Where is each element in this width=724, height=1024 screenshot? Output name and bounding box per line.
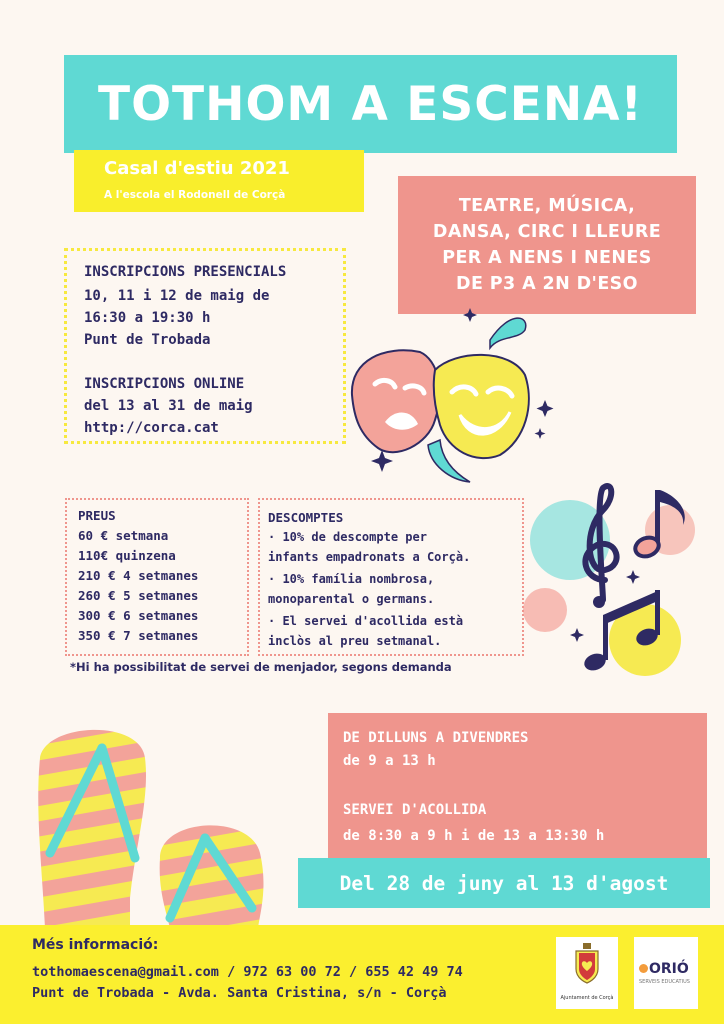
- dates-band: [298, 858, 710, 908]
- happy-mask-icon: [434, 355, 529, 458]
- inscriptions-presencial-line: 16:30 a 19:30 h: [84, 310, 211, 326]
- footer-contact[interactable]: tothomaescena@gmail.com / 972 63 00 72 / 655 42 49 74: [32, 964, 463, 980]
- orio-logo: [634, 937, 698, 1009]
- poster-title: TOTHOM A ESCENA!: [98, 76, 643, 132]
- left-flip-flop-icon: [38, 730, 146, 928]
- right-flip-flop-icon: [160, 825, 264, 928]
- clef-dot-icon: [593, 596, 605, 608]
- price-item: 350 € 7 setmanes: [78, 628, 199, 643]
- ajuntament-logo-text: Ajuntament de Corçà: [560, 995, 614, 1001]
- schedule-days-hours: de 9 a 13 h: [343, 753, 436, 769]
- inscriptions-presencial-line: 10, 11 i 12 de maig de: [84, 288, 270, 304]
- orio-dot-icon: [639, 964, 648, 973]
- menjador-note: *Hi ha possibilitat de servei de menjador, segons demanda: [70, 660, 452, 674]
- inscriptions-presencial-heading: INSCRIPCIONS PRESENCIALS: [84, 264, 287, 280]
- prices-heading: PREUS: [78, 508, 116, 523]
- inscriptions-online-heading: INSCRIPCIONS ONLINE: [84, 376, 245, 392]
- casal-title: Casal d'estiu 2021: [104, 158, 290, 179]
- price-item: 260 € 5 setmanes: [78, 588, 199, 603]
- discount-line: · 10% de descompte per: [268, 530, 427, 544]
- price-item: 300 € 6 setmanes: [78, 608, 199, 623]
- ajuntament-logo: [556, 937, 618, 1009]
- discount-line: infants empadronats a Corçà.: [268, 550, 471, 564]
- coat-of-arms-icon: [556, 937, 618, 993]
- dates-text: Del 28 de juny al 13 d'agost: [339, 871, 669, 895]
- discount-line: monoparental o germans.: [268, 592, 435, 606]
- price-item: 60 € setmana: [78, 528, 169, 543]
- price-item: 210 € 4 setmanes: [78, 568, 199, 583]
- footer-address: Punt de Trobada - Avda. Santa Cristina, s/n - Corçà: [32, 985, 447, 1001]
- activities-line: DANSA, CIRC I LLEURE: [432, 222, 662, 242]
- sad-mask-icon: [352, 350, 440, 452]
- schedule-care-heading: SERVEI D'ACOLLIDA: [343, 802, 487, 818]
- flip-flops-illustration: [20, 718, 300, 928]
- price-item: 110€ quinzena: [78, 548, 176, 563]
- inscriptions-presencial-line: Punt de Trobada: [84, 332, 211, 348]
- treble-clef-icon: [585, 486, 616, 600]
- activities-line: DE P3 A 2N D'ESO: [456, 274, 638, 294]
- music-notes-illustration: [515, 470, 710, 685]
- inscriptions-online-line: del 13 al 31 de maig: [84, 398, 253, 414]
- activities-line: PER A NENS I NENES: [442, 248, 652, 268]
- discount-line: · El servei d'acollida està: [268, 614, 464, 628]
- activities-line: TEATRE, MÚSICA,: [458, 196, 636, 216]
- activities-box: [398, 176, 696, 314]
- inscriptions-online-link[interactable]: http://corca.cat: [84, 420, 219, 436]
- discount-line: · 10% família nombrosa,: [268, 572, 435, 586]
- title-band: [64, 55, 677, 153]
- schedule-care-hours: de 8:30 a 9 h i de 13 a 13:30 h: [343, 828, 605, 844]
- orio-logo-subtitle: SERVEIS EDUCATIUS: [639, 979, 690, 985]
- schedule-days-heading: DE DILLUNS A DIVENDRES: [343, 730, 529, 746]
- discount-line: inclòs al preu setmanal.: [268, 634, 442, 648]
- orio-logo-name: ORIÓ: [649, 961, 689, 977]
- footer-heading: Més informació:: [32, 937, 159, 953]
- casal-subtitle: A l'escola el Rodonell de Corçà: [104, 189, 286, 201]
- discounts-heading: DESCOMPTES: [268, 510, 344, 525]
